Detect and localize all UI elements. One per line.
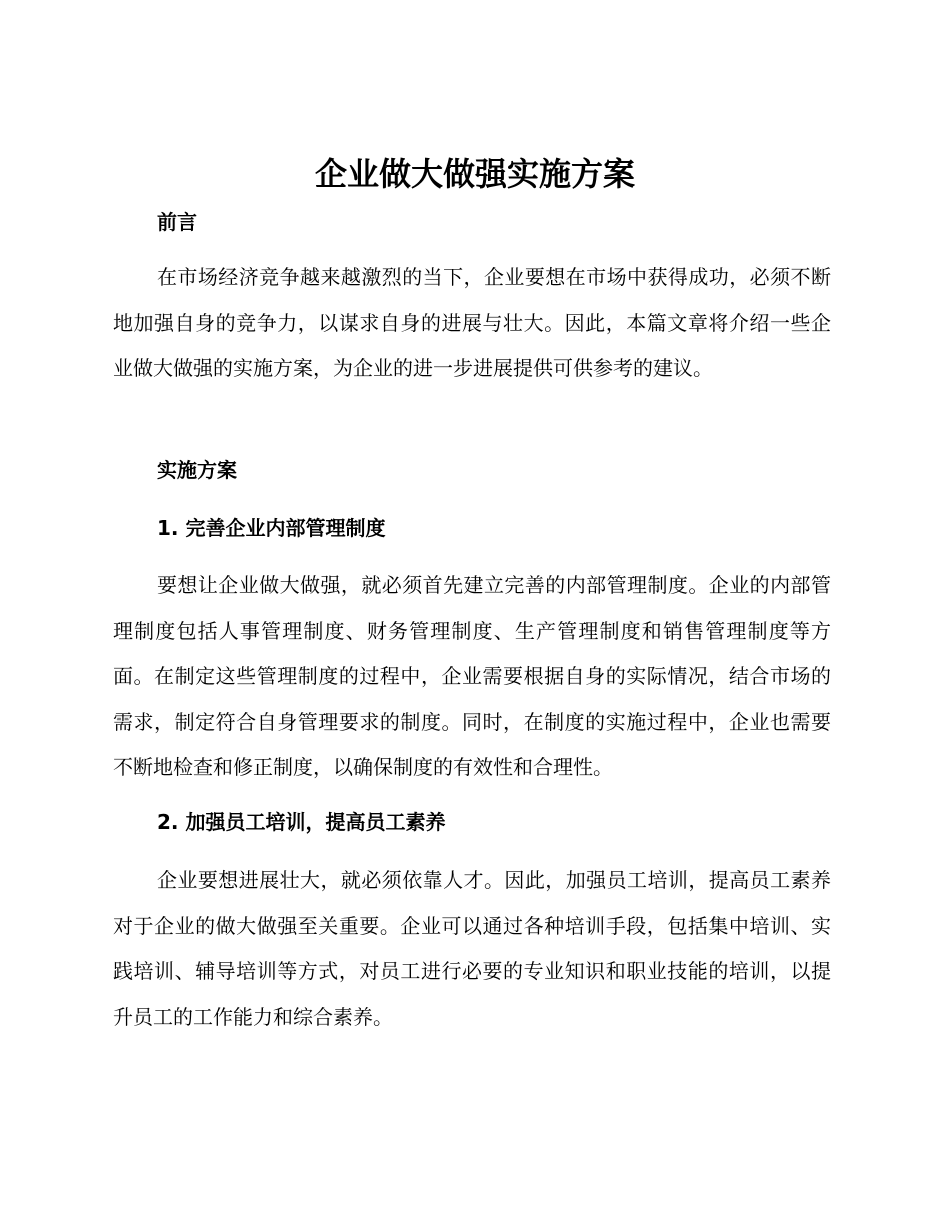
paragraph-staff-training: 企业要想进展壮大，就必须依靠人才。因此，加强员工培训，提高员工素养对于企业的做大做强至关重要。企业可以通过各种培训手段，包括集中培训、实践培训、辅导培训等方式，对员工进行必要的专业知识和职业技能的培训，以提升员工的工作能力和综合素养。	[113, 868, 831, 1029]
document-title: 企业做大做强实施方案	[314, 155, 635, 193]
subsection-heading-staff-training: 2. 加强员工培训，提高员工素养	[157, 810, 446, 834]
section-heading-implementation-plan: 实施方案	[157, 458, 237, 482]
section-heading-preface: 前言	[157, 210, 197, 234]
paragraph-preface: 在市场经济竞争越来越激烈的当下，企业要想在市场中获得成功，必须不断地加强自身的竞争力，以谋求自身的进展与壮大。因此，本篇文章将介绍一些企业做大做强的实施方案，为企业的进一步进展提供可供参考的建议。	[113, 265, 831, 380]
paragraph-internal-management: 要想让企业做大做强，就必须首先建立完善的内部管理制度。企业的内部管理制度包括人事管理制度、财务管理制度、生产管理制度和销售管理制度等方面。在制定这些管理制度的过程中，企业需要根据自身的实际情况，结合市场的需求，制定符合自身管理要求的制度。同时，在制度的实施过程中，企业也需要不断地检查和修正制度，以确保制度的有效性和合理性。	[113, 573, 831, 779]
subsection-heading-internal-management: 1. 完善企业内部管理制度	[157, 516, 386, 540]
